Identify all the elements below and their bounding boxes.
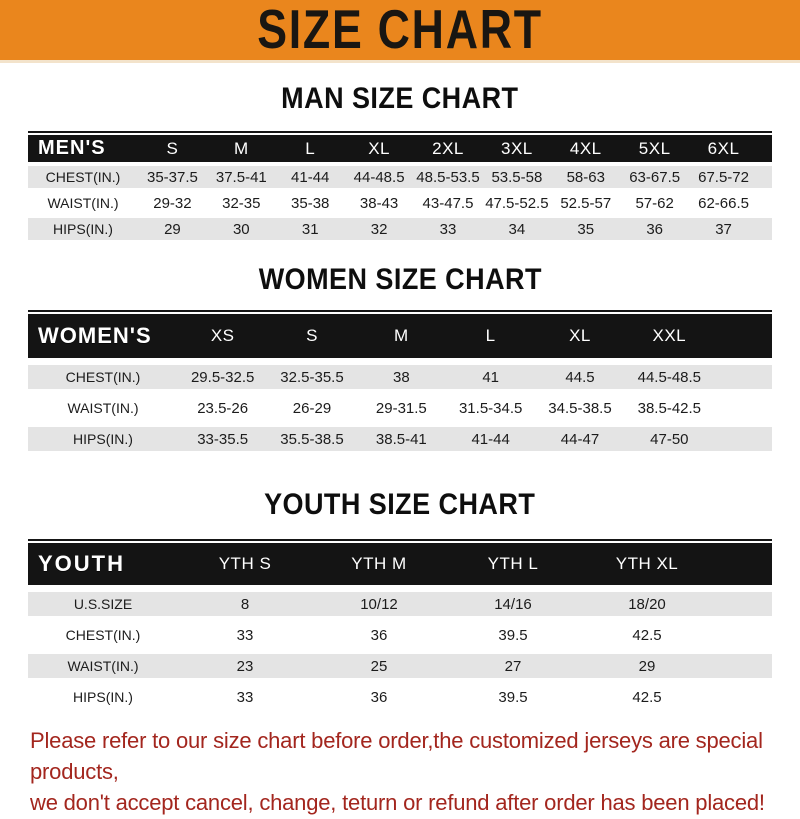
size-cell: 41-44 [291, 168, 330, 186]
size-cell: 32 [370, 220, 388, 238]
size-cell: 10/12 [360, 595, 398, 613]
column-header: YTH L [487, 554, 539, 573]
size-cell: 29.5-32.5 [190, 368, 255, 386]
size-cell: 67.5-72 [698, 168, 749, 186]
row-label: HIPS(IN.) [73, 689, 133, 705]
size-cell: 53.5-58 [491, 168, 543, 186]
size-cell: 44.5-48.5 [637, 368, 702, 386]
women-table-header-row [28, 314, 772, 358]
table-row [28, 592, 772, 616]
size-cell: 23 [236, 657, 254, 675]
row-label: HIPS(IN.) [73, 431, 133, 447]
row-label: CHEST(IN.) [45, 169, 121, 185]
column-header: 5XL [638, 138, 671, 158]
column-header: M [233, 138, 249, 158]
column-header: YTH XL [615, 554, 679, 573]
size-cell: 38 [392, 368, 410, 386]
table-row [28, 654, 772, 678]
disclaimer-line-2: we don't accept cancel, change, teturn or refund after order has been placed! [30, 790, 765, 816]
size-cell: 29 [638, 657, 656, 675]
column-header: L [485, 326, 496, 345]
size-cell: 35-38 [291, 194, 330, 212]
column-header: L [305, 138, 316, 158]
size-cell: 43-47.5 [422, 194, 474, 212]
column-header: 3XL [501, 138, 533, 158]
size-cell: 25 [370, 657, 388, 675]
row-label: U.S.SIZE [73, 596, 133, 612]
column-header: XL [368, 138, 390, 158]
row-label: WAIST(IN.) [47, 195, 119, 211]
table-row [28, 396, 772, 420]
size-cell: 52.5-57 [560, 194, 612, 212]
youth-section-heading: YOUTH SIZE CHART [264, 488, 536, 521]
size-cell: 36 [370, 626, 388, 644]
row-label: WAIST(IN.) [67, 658, 139, 674]
men-table-header-label: MEN'S [38, 137, 106, 159]
size-cell: 33 [236, 688, 254, 706]
row-label: WAIST(IN.) [67, 400, 139, 416]
column-header: XL [569, 326, 591, 345]
men-section-heading: MAN SIZE CHART [281, 82, 519, 115]
size-cell: 41-44 [471, 430, 510, 448]
size-cell: 37 [715, 220, 732, 238]
table-row [28, 623, 772, 647]
column-header: 6XL [707, 138, 740, 158]
disclaimer-line-1: Please refer to our size chart before order,the customized jerseys are special products, [30, 728, 763, 785]
size-cell: 37.5-41 [215, 168, 267, 186]
size-cell: 44-48.5 [353, 168, 405, 186]
size-cell: 48.5-53.5 [416, 168, 480, 186]
size-cell: 39.5 [498, 688, 528, 706]
size-cell: 33-35.5 [197, 430, 249, 448]
column-header: M [393, 326, 409, 345]
size-cell: 31 [301, 220, 319, 238]
size-cell: 39.5 [498, 626, 528, 644]
column-header: 4XL [569, 138, 602, 158]
size-cell: 38.5-41 [375, 430, 427, 448]
size-cell: 62-66.5 [698, 194, 749, 212]
size-cell: 29-32 [153, 194, 192, 212]
size-cell: 26-29 [292, 399, 332, 417]
column-header: XS [210, 326, 235, 345]
size-cell: 29-31.5 [375, 399, 427, 417]
table-row [28, 427, 772, 451]
banner-title: SIZE CHART [257, 0, 543, 61]
size-cell: 32.5-35.5 [280, 368, 344, 386]
size-cell: 38.5-42.5 [637, 399, 702, 417]
size-cell: 23.5-26 [197, 399, 249, 417]
table-row [28, 192, 772, 214]
row-label: CHEST(IN.) [65, 369, 141, 385]
table-row [28, 166, 772, 188]
size-cell: 18/20 [628, 595, 666, 613]
table-row [28, 365, 772, 389]
size-cell: 29 [164, 220, 181, 238]
women-table-header-label: WOMEN'S [38, 323, 152, 348]
row-label: CHEST(IN.) [65, 627, 141, 643]
size-cell: 36 [370, 688, 388, 706]
disclaimer-text [0, 725, 800, 819]
size-cell: 44.5 [565, 368, 595, 386]
women-section-heading: WOMEN SIZE CHART [258, 263, 542, 296]
size-cell: 14/16 [494, 595, 532, 613]
size-cell: 42.5 [632, 626, 662, 644]
size-cell: 57-62 [635, 194, 674, 212]
column-header: XXL [652, 326, 687, 345]
size-cell: 41 [482, 368, 499, 386]
size-cell: 63-67.5 [629, 168, 681, 186]
size-cell: 47-50 [650, 430, 689, 448]
column-header: 2XL [432, 138, 464, 158]
size-cell: 35 [577, 220, 595, 238]
men-size-table [28, 131, 772, 240]
size-cell: 58-63 [566, 168, 605, 186]
size-cell: 34.5-38.5 [548, 399, 612, 417]
column-header: YTH M [351, 554, 407, 573]
size-cell: 33 [439, 220, 457, 238]
men-table-header-row [28, 135, 772, 162]
column-header: S [306, 326, 318, 345]
size-cell: 27 [504, 657, 522, 675]
column-header: S [166, 138, 179, 158]
column-header: YTH S [218, 554, 272, 573]
banner [0, 0, 800, 63]
size-cell: 35-37.5 [147, 168, 198, 186]
size-cell: 42.5 [632, 688, 662, 706]
table-row [28, 218, 772, 240]
youth-table-header-row [28, 543, 772, 585]
size-cell: 33 [236, 626, 254, 644]
size-cell: 44-47 [560, 430, 600, 448]
size-cell: 31.5-34.5 [458, 399, 523, 417]
size-cell: 30 [232, 220, 250, 238]
size-cell: 35.5-38.5 [280, 430, 344, 448]
size-cell: 32-35 [222, 194, 261, 212]
row-label: HIPS(IN.) [53, 221, 113, 237]
youth-table-header-label: YOUTH [38, 551, 125, 576]
size-cell: 36 [646, 220, 663, 238]
size-cell: 8 [240, 595, 250, 613]
women-size-table [28, 310, 772, 451]
size-cell: 38-43 [359, 194, 399, 212]
size-cell: 34 [508, 220, 526, 238]
size-cell: 47.5-52.5 [485, 194, 549, 212]
youth-size-table [28, 539, 772, 709]
table-row [28, 685, 772, 709]
